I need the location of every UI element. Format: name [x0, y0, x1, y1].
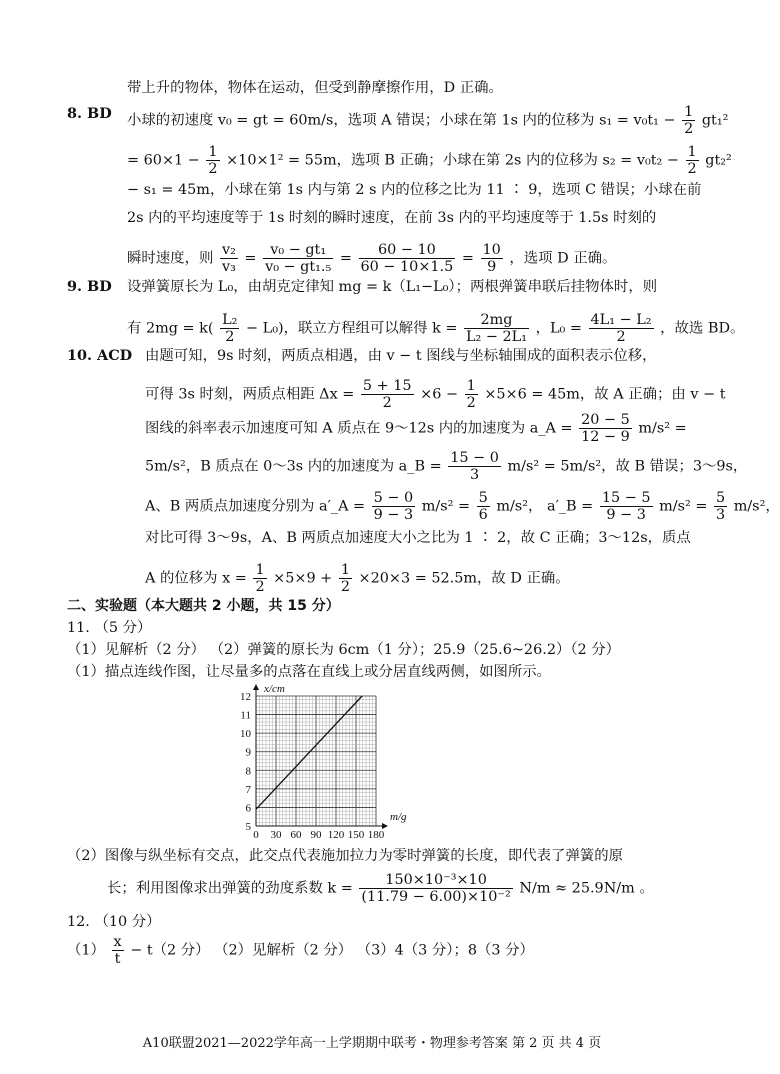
x-tick-label: 180: [367, 829, 385, 841]
fraction: [579, 412, 632, 445]
den: t: [114, 951, 121, 967]
fraction: [481, 242, 503, 275]
text-line: [145, 450, 747, 483]
spring-length-graph: [228, 680, 407, 842]
text: m/s²，: [733, 498, 780, 515]
fraction: [359, 242, 456, 275]
text: m/s²， a′_B =: [496, 498, 594, 515]
text-line: [127, 104, 728, 137]
q11-answers: （1）见解析（2 分） （2）弹簧的原长为 6cm（1 分）；25.9（25.6~26.2）（2 分）: [67, 642, 621, 658]
num: 4L₁ − L₂: [590, 312, 652, 328]
y-axis-arrow: [253, 684, 259, 690]
text: 图线的斜率表示加速度可知 A 质点在 9～12s 内的加速度为 a_A =: [145, 420, 573, 437]
text-line: [145, 378, 726, 411]
den: 2: [616, 329, 626, 345]
y-tick-label: 12: [240, 691, 251, 703]
fraction: [686, 144, 699, 177]
q11-explanation-1: （1）描点连线作图，让尽量多的点落在直线上或分居直线两侧，如图所示。: [67, 664, 552, 680]
q8-answer: 8. BD: [67, 105, 112, 122]
num: x: [113, 934, 122, 950]
text: ，故选 BD。: [660, 320, 745, 337]
num: 150×10⁻³×10: [359, 872, 512, 889]
text: ×6 −: [420, 386, 459, 403]
den: 2: [382, 395, 392, 411]
y-axis-label: x/cm: [264, 683, 285, 695]
den: 12 − 9: [581, 429, 630, 445]
text: A、B 两质点加速度分别为 a′_A =: [145, 498, 366, 515]
text-line: 瞬时速度，则 $\frac{\text{v₂}}{\text{v₃}}$ = $\frac{\text{v₀ − gt₁}}{\text{v₀ − gt₁.₅}}$ = $\frac{60 - 10}{60 - 10\times 1.5}$ = $\frac{10}{9}$ ，选项 D 正确。: [127, 242, 617, 275]
fraction: [206, 144, 219, 177]
fraction: [682, 104, 695, 137]
num: v₂: [221, 242, 236, 258]
fraction: [464, 312, 529, 345]
text: = 60×1 −: [127, 152, 200, 169]
text: m/s² =: [659, 498, 708, 515]
x-tick-label: 150: [347, 829, 365, 841]
text: ×5×6 = 45m，故 A 正确；由 v − t: [484, 386, 726, 403]
text: ×20×3 = 52.5m，故 D 正确。: [358, 570, 570, 587]
y-tick-label: 5: [245, 821, 251, 833]
fraction: [220, 242, 238, 275]
den: 9: [487, 259, 497, 275]
x-tick-label: 0: [253, 829, 259, 841]
x-axis-label: m/g: [390, 811, 407, 823]
q12-answers: [67, 934, 534, 967]
text: N/m ≈ 25.9N/m 。: [519, 880, 654, 897]
y-tick-label: 7: [245, 783, 251, 796]
fraction: [372, 490, 416, 523]
fraction: [339, 562, 352, 595]
q11-head: 11. （5 分）: [67, 620, 152, 636]
fraction: [220, 312, 239, 345]
y-tick-label: 8: [245, 765, 251, 778]
den: 60 − 10×1.5: [360, 259, 454, 275]
text: m/s² =: [638, 420, 687, 437]
text-line: 带上升的物体，物体在运动，但受到静摩擦作用，D 正确。: [127, 80, 503, 96]
y-tick-label: 10: [240, 728, 251, 741]
text: gt₂²: [705, 152, 732, 169]
x-tick-label: 90: [310, 829, 322, 841]
den: 3: [470, 467, 480, 483]
num: 1: [255, 562, 265, 578]
fraction: [253, 562, 266, 595]
den: 9 − 3: [373, 507, 414, 523]
num: v₀ − gt₁: [263, 242, 333, 259]
x-tick-label: 30: [270, 829, 282, 841]
fraction: [112, 934, 124, 967]
num: 5 − 0: [373, 490, 414, 506]
section-heading: 二、实验题（本大题共 2 小题，共 15 分）: [67, 598, 340, 614]
num: 2mg: [464, 312, 529, 329]
fraction: [477, 490, 490, 523]
den: v₀ − gt₁.₅: [265, 259, 332, 275]
fraction: [448, 450, 501, 483]
num: 1: [687, 144, 697, 160]
text: gt₁²: [701, 112, 729, 129]
text: 瞬时速度，则: [127, 250, 214, 267]
text: ，L₀ =: [535, 320, 582, 337]
fraction: [359, 872, 512, 905]
fraction: [714, 490, 727, 523]
text-line: [127, 144, 732, 177]
fraction: [263, 242, 333, 275]
q12-head: 12. （10 分）: [67, 914, 161, 930]
text-line: 由题可知，9s 时刻，两质点相遇，由 v − t 图线与坐标轴围成的面积表示位移，: [145, 348, 657, 364]
text: 5m/s²，B 质点在 0～3s 内的加速度为 a_B =: [145, 458, 442, 475]
text: m/s² = 5m/s²，故 B 错误；3～9s，: [507, 458, 748, 475]
q10-answer: 10. ACD: [67, 347, 133, 364]
den: 6: [478, 507, 488, 523]
grid: [256, 696, 376, 826]
num: 1: [466, 378, 476, 394]
text: 有 2mg = k(: [127, 320, 214, 337]
den: v₃: [221, 259, 236, 275]
q9-answer: 9. BD: [67, 278, 112, 295]
text-line: [107, 872, 654, 905]
num: 20 − 5: [581, 412, 630, 428]
num: L₂: [222, 312, 238, 328]
fraction: [589, 312, 654, 345]
den: 9 − 3: [606, 507, 646, 523]
text-line: [127, 312, 744, 345]
text-line: 对比可得 3～9s，A、B 两质点加速度大小之比为 1 ∶ 2，故 C 正确；3～12s，质点: [145, 530, 691, 546]
num: 10: [482, 242, 501, 258]
num: 1: [340, 562, 350, 578]
y-tick-label: 9: [245, 746, 251, 759]
num: 5: [715, 490, 726, 506]
den: 2: [255, 579, 265, 595]
num: 60 − 10: [359, 242, 456, 259]
text: 长；利用图像求出弹簧的劲度系数 k =: [107, 880, 353, 897]
num: 5 + 15: [362, 378, 412, 394]
num: 5: [478, 490, 488, 506]
den: 2: [687, 161, 697, 177]
text-line: 设弹簧原长为 L₀，由胡克定律知 mg = k（L₁−L₀）；两根弹簧串联后挂物体时，则: [127, 279, 658, 295]
x-tick-label: 60: [290, 829, 302, 841]
den: 3: [715, 507, 726, 523]
text: ，选项 D 正确。: [509, 250, 617, 267]
y-tick-label: 11: [240, 709, 251, 722]
text: m/s² =: [421, 498, 471, 515]
fraction: [600, 490, 653, 523]
text-line: 2s 内的平均速度等于 1s 时刻的瞬时速度，在前 3s 内的平均速度等于 1.5s 时刻的: [127, 210, 657, 226]
text-line: [145, 490, 780, 523]
fraction: [361, 378, 414, 411]
den: (11.79 − 6.00)×10⁻²: [361, 889, 511, 905]
den: 2: [340, 579, 350, 595]
num: 1: [208, 144, 218, 160]
den: 2: [466, 395, 476, 411]
den: 2: [208, 161, 218, 177]
text: ×5×9 +: [273, 570, 333, 587]
text: 小球的初速度 v₀ = gt = 60m/s，选项 A 错误；小球在第 1s 内的位移为 s₁ = v₀t₁ −: [127, 112, 676, 129]
text-line: − s₁ = 45m，小球在第 1s 内与第 2 s 内的位移之比为 11 ∶ 9，选项 C 错误；小球在前: [127, 182, 702, 198]
den: 2: [684, 121, 694, 137]
q11-explanation-2: （2）图像与纵坐标有交点，此交点代表施加拉力为零时弹簧的长度，即代表了弹簧的原: [67, 848, 624, 864]
den: L₂ − 2L₁: [466, 329, 528, 345]
text: 可得 3s 时刻，两质点相距 Δx =: [145, 386, 355, 403]
num: 1: [684, 104, 694, 120]
text: A 的位移为 x =: [145, 570, 247, 587]
text: − L₀)，联立方程组可以解得 k =: [246, 320, 458, 337]
fraction: [465, 378, 478, 411]
text-line: [145, 562, 570, 595]
num: 15 − 0: [450, 450, 499, 466]
x-tick-label: 120: [327, 829, 345, 841]
text: （1）: [67, 942, 105, 959]
y-tick-label: 6: [245, 802, 251, 815]
text: − t（2 分） （2）见解析（2 分） （3）4（3 分）；8（3 分）: [130, 942, 534, 959]
text: ×10×1² = 55m，选项 B 正确；小球在第 2s 内的位移为 s₂ = v₀t₂ −: [226, 152, 679, 169]
text-line: [145, 412, 687, 445]
num: 15 − 5: [601, 490, 651, 506]
page-footer: A10联盟2021—2022学年高一上学期期中联考・物理参考答案 第 2 页 共 4 页: [142, 1036, 602, 1051]
graph-marks: [240, 683, 407, 841]
den: 2: [225, 329, 235, 345]
